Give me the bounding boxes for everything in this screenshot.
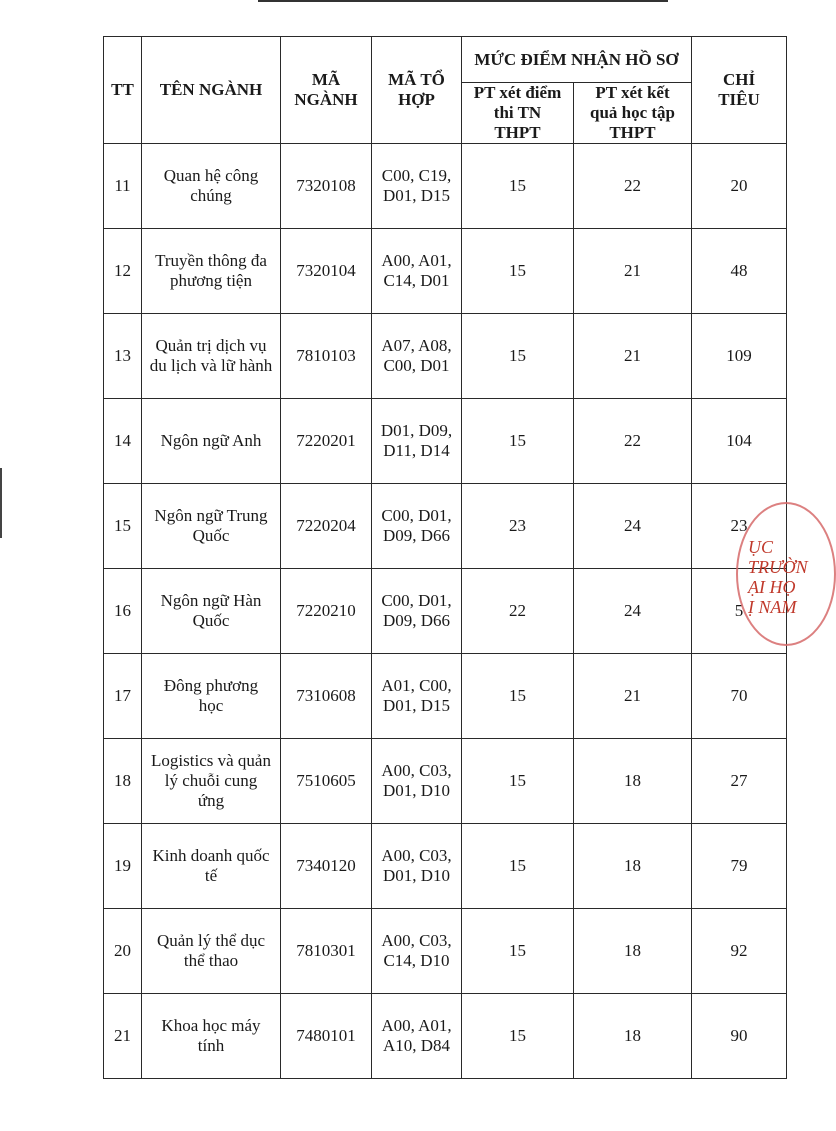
name-line: thể thao (183, 951, 239, 970)
cell-quota (692, 739, 787, 824)
cell-quota (692, 144, 787, 229)
header-code (281, 37, 372, 144)
code-value: 7810301 (296, 941, 356, 960)
name-line: lý chuỗi cung (164, 771, 258, 790)
code-value: 7320108 (296, 176, 356, 195)
cell-pt1 (462, 739, 574, 824)
cell-tt (104, 399, 142, 484)
cell-pt1 (462, 654, 574, 739)
cell-pt1 (462, 229, 574, 314)
code-value: 7220210 (296, 601, 356, 620)
cell-code (281, 484, 372, 569)
cell-combo (372, 569, 462, 654)
header-quota-line2: TIÊU (718, 90, 760, 109)
pt1-value: 15 (509, 261, 526, 280)
pt2-value: 24 (624, 601, 641, 620)
cell-code (281, 569, 372, 654)
cell-combo (372, 994, 462, 1079)
name-line: ứng (197, 791, 225, 810)
pt1-value: 15 (509, 1026, 526, 1045)
name-line: Quản lý thể dục (156, 931, 266, 950)
pt2-value: 24 (624, 516, 641, 535)
name-line: Quốc (192, 611, 230, 630)
cell-code (281, 314, 372, 399)
name-line: chúng (190, 186, 232, 205)
table-row (104, 824, 787, 909)
header-pt2-line1: PT xét kết (595, 83, 670, 102)
header-pt1-line2: thi TN (493, 103, 542, 122)
cell-name (142, 909, 281, 994)
tt-value: 12 (114, 261, 131, 280)
cell-code (281, 909, 372, 994)
combo-line: D01, D15 (382, 186, 451, 205)
cell-tt (104, 229, 142, 314)
cell-name (142, 824, 281, 909)
header-quota-line1: CHỈ (722, 70, 756, 89)
header-pt1 (462, 83, 574, 144)
name-line: tính (197, 1036, 225, 1055)
table-row (104, 994, 787, 1079)
cell-name (142, 739, 281, 824)
cell-combo (372, 314, 462, 399)
cell-quota (692, 314, 787, 399)
cell-tt (104, 994, 142, 1079)
cell-pt1 (462, 569, 574, 654)
admissions-table (103, 36, 787, 1079)
cell-code (281, 144, 372, 229)
tt-value: 13 (114, 346, 131, 365)
cell-pt1 (462, 144, 574, 229)
table-row (104, 569, 787, 654)
cell-name (142, 229, 281, 314)
cell-pt1 (462, 399, 574, 484)
cell-pt1 (462, 484, 574, 569)
cell-combo (372, 654, 462, 739)
cell-code (281, 739, 372, 824)
header-code-line2: NGÀNH (294, 90, 358, 109)
header-combo (372, 37, 462, 144)
name-line: Khoa học máy (161, 1016, 261, 1035)
name-line: học (198, 696, 224, 715)
cell-pt2 (574, 144, 692, 229)
header-pt2 (574, 83, 692, 144)
combo-line: A07, A08, (381, 336, 452, 355)
cell-combo (372, 144, 462, 229)
pt2-value: 18 (624, 941, 641, 960)
combo-line: C00, D01, (381, 591, 452, 610)
name-line: Ngôn ngữ Anh (160, 431, 262, 450)
table-body (104, 144, 787, 1079)
cell-name (142, 144, 281, 229)
combo-line: D01, D10 (382, 781, 451, 800)
cell-combo (372, 739, 462, 824)
cell-name (142, 314, 281, 399)
cell-tt (104, 314, 142, 399)
name-line: du lịch và lữ hành (149, 356, 273, 375)
table-row (104, 399, 787, 484)
cell-quota (692, 399, 787, 484)
name-line: Kinh doanh quốc (152, 846, 270, 865)
code-value: 7810103 (296, 346, 356, 365)
code-value: 7480101 (296, 1026, 356, 1045)
cell-name (142, 654, 281, 739)
pt1-value: 15 (509, 176, 526, 195)
cell-tt (104, 654, 142, 739)
cell-quota (692, 824, 787, 909)
combo-line: A10, D84 (382, 1036, 451, 1055)
header-quota (692, 37, 787, 144)
code-value: 7220204 (296, 516, 356, 535)
cell-pt1 (462, 994, 574, 1079)
cell-tt (104, 739, 142, 824)
quota-value: 104 (726, 431, 752, 450)
combo-line: A01, C00, (381, 676, 452, 695)
seal-text: ỤC TRƯỜN ẠI HỌ Ị NAM (748, 537, 808, 617)
name-line: tế (204, 866, 218, 885)
cell-pt2 (574, 484, 692, 569)
header-pt1-line1: PT xét điểm (473, 83, 562, 102)
cell-name (142, 484, 281, 569)
combo-line: A00, C03, (381, 846, 452, 865)
header-score-group: MỨC ĐIỂM NHẬN HỒ SƠ (462, 37, 692, 83)
cell-combo (372, 484, 462, 569)
cell-code (281, 824, 372, 909)
pt2-value: 22 (624, 431, 641, 450)
pt2-value: 21 (624, 346, 641, 365)
name-line: Ngôn ngữ Hàn (160, 591, 262, 610)
tt-value: 17 (114, 686, 131, 705)
quota-value: 92 (730, 941, 748, 960)
combo-line: D01, D10 (382, 866, 451, 885)
top-rule (258, 0, 668, 2)
combo-line: C14, D01 (383, 271, 450, 290)
combo-line: A00, C03, (381, 761, 452, 780)
tt-value: 19 (114, 856, 131, 875)
combo-line: A00, A01, (381, 251, 452, 270)
pt1-value: 15 (509, 346, 526, 365)
cell-quota (692, 994, 787, 1079)
combo-line: D01, D09, (380, 421, 453, 440)
name-line: Quan hệ công (163, 166, 259, 185)
table-row (104, 654, 787, 739)
code-value: 7320104 (296, 261, 356, 280)
combo-line: D01, D15 (382, 696, 451, 715)
cell-pt1 (462, 824, 574, 909)
table-row (104, 314, 787, 399)
cell-pt2 (574, 569, 692, 654)
page-edge-mark (0, 468, 2, 538)
name-line: Đông phương (163, 676, 259, 695)
cell-quota (692, 909, 787, 994)
header-combo-line2: HỢP (398, 90, 435, 109)
tt-value: 11 (114, 176, 131, 195)
cell-code (281, 994, 372, 1079)
quota-value: 27 (730, 771, 748, 790)
table-row (104, 229, 787, 314)
tt-value: 18 (114, 771, 131, 790)
pt2-value: 18 (624, 1026, 641, 1045)
name-line: Logistics và quản (151, 751, 271, 770)
combo-line: A00, C03, (381, 931, 452, 950)
code-value: 7510605 (296, 771, 356, 790)
cell-quota (692, 654, 787, 739)
pt1-value: 22 (509, 601, 526, 620)
quota-value: 90 (730, 1026, 748, 1045)
header-pt2-line2: quả học tập (589, 103, 676, 122)
cell-pt2 (574, 994, 692, 1079)
cell-combo (372, 909, 462, 994)
code-value: 7310608 (296, 686, 356, 705)
cell-name (142, 569, 281, 654)
table-row (104, 739, 787, 824)
cell-quota (692, 229, 787, 314)
code-value: 7340120 (296, 856, 356, 875)
table-row (104, 909, 787, 994)
cell-pt1 (462, 314, 574, 399)
pt1-value: 15 (509, 941, 526, 960)
cell-tt (104, 824, 142, 909)
tt-value: 15 (114, 516, 131, 535)
pt2-value: 22 (624, 176, 641, 195)
pt2-value: 18 (624, 771, 641, 790)
name-line: phương tiện (170, 271, 252, 290)
tt-value: 21 (114, 1026, 131, 1045)
combo-line: C00, D01, (381, 506, 452, 525)
tt-value: 16 (114, 601, 131, 620)
header-name: TÊN NGÀNH (142, 37, 281, 144)
header-code-line1: MÃ (311, 70, 341, 89)
cell-combo (372, 229, 462, 314)
header-pt1-line3: THPT (494, 123, 541, 142)
name-line: Quốc (192, 526, 230, 545)
cell-tt (104, 144, 142, 229)
code-value: 7220201 (296, 431, 356, 450)
pt1-value: 15 (509, 431, 526, 450)
cell-code (281, 229, 372, 314)
header-combo-line1: MÃ TỔ (388, 70, 445, 89)
cell-pt2 (574, 909, 692, 994)
quota-value: 79 (730, 856, 748, 875)
combo-line: D09, D66 (382, 526, 451, 545)
pt1-value: 15 (509, 856, 526, 875)
cell-combo (372, 824, 462, 909)
name-line: Truyền thông đa (155, 251, 267, 270)
quota-value: 23 (730, 516, 748, 535)
header-pt2-line3: THPT (609, 123, 656, 142)
cell-tt (104, 909, 142, 994)
combo-line: A00, A01, (381, 1016, 452, 1035)
combo-line: D09, D66 (382, 611, 451, 630)
cell-name (142, 399, 281, 484)
cell-pt2 (574, 314, 692, 399)
combo-line: C14, D10 (383, 951, 450, 970)
pt2-value: 18 (624, 856, 641, 875)
quota-value: 5 (734, 601, 744, 620)
cell-pt2 (574, 399, 692, 484)
tt-value: 20 (114, 941, 131, 960)
table-row (104, 144, 787, 229)
header-tt: TT (104, 37, 142, 144)
table-row (104, 484, 787, 569)
pt2-value: 21 (624, 686, 641, 705)
quota-value: 48 (730, 261, 748, 280)
quota-value: 70 (730, 686, 748, 705)
combo-line: C00, C19, (381, 166, 452, 185)
cell-pt2 (574, 654, 692, 739)
cell-combo (372, 399, 462, 484)
cell-pt1 (462, 909, 574, 994)
cell-pt2 (574, 229, 692, 314)
pt1-value: 23 (509, 516, 526, 535)
cell-tt (104, 484, 142, 569)
name-line: Quản trị dịch vụ (155, 336, 267, 355)
pt1-value: 15 (509, 686, 526, 705)
quota-value: 109 (726, 346, 752, 365)
header-row (104, 37, 787, 83)
name-line: Ngôn ngữ Trung (154, 506, 268, 525)
cell-code (281, 654, 372, 739)
cell-tt (104, 569, 142, 654)
pt1-value: 15 (509, 771, 526, 790)
cell-code (281, 399, 372, 484)
cell-name (142, 994, 281, 1079)
quota-value: 20 (730, 176, 748, 195)
tt-value: 14 (114, 431, 131, 450)
cell-pt2 (574, 739, 692, 824)
cell-pt2 (574, 824, 692, 909)
pt2-value: 21 (624, 261, 641, 280)
combo-line: C00, D01 (383, 356, 450, 375)
combo-line: D11, D14 (383, 441, 450, 460)
